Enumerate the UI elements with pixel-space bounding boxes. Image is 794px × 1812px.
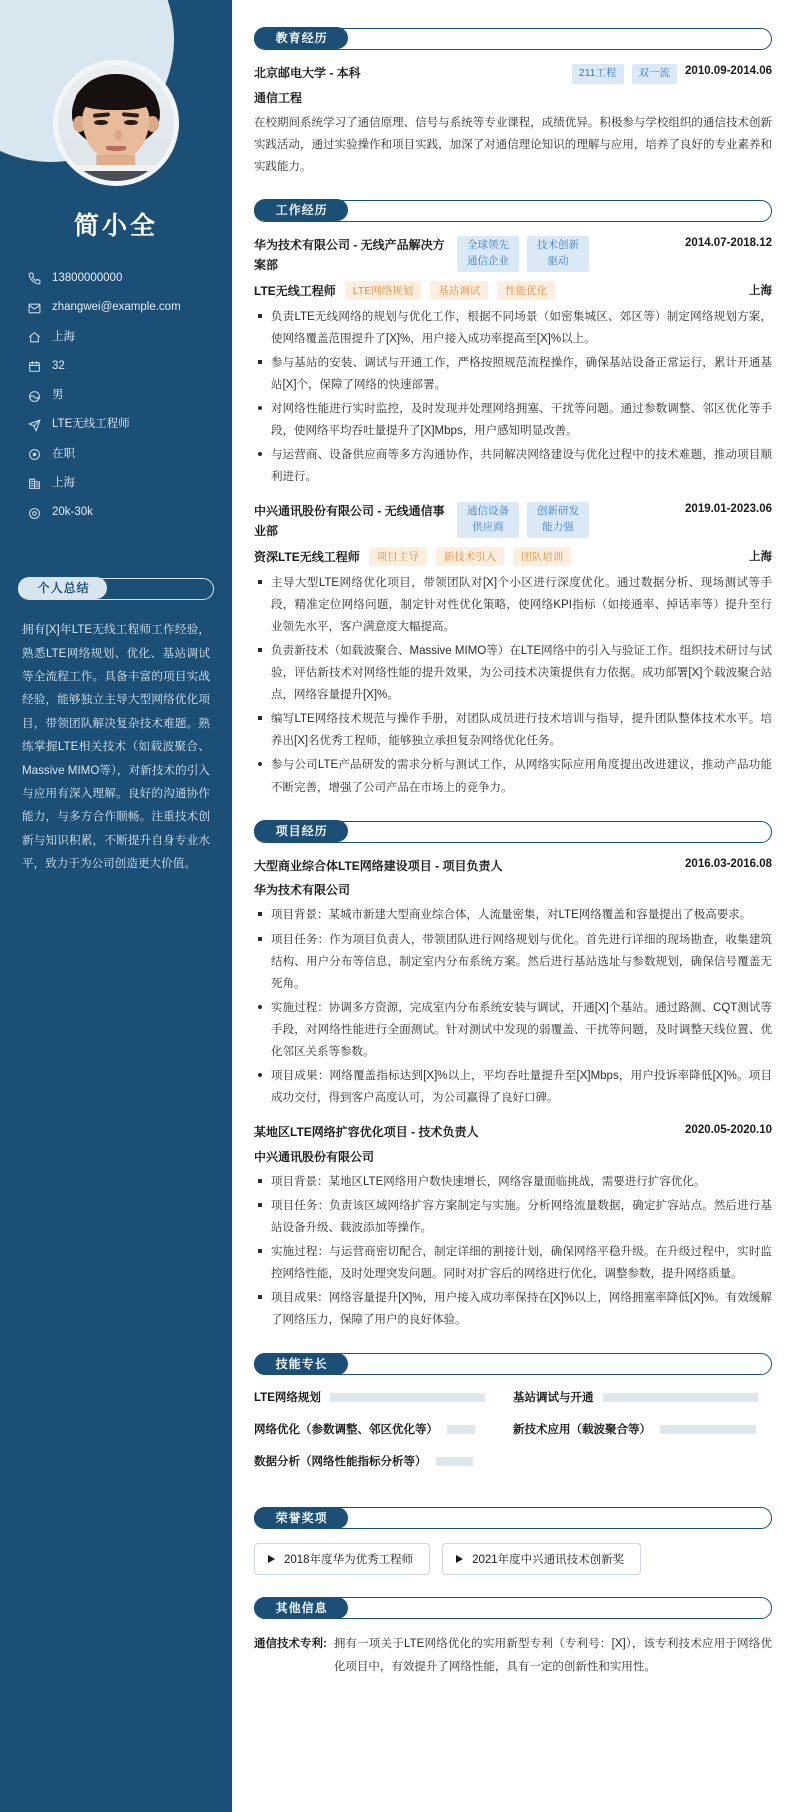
role-tag: 项目主导 <box>369 547 427 566</box>
school-tag: 双一流 <box>632 64 678 84</box>
contact-item-position <box>26 418 232 432</box>
skills-heading <box>254 1353 772 1375</box>
other-heading <box>254 1597 772 1619</box>
project-date: 2016.03-2016.08 <box>685 857 772 870</box>
school-tag: 211工程 <box>572 64 624 84</box>
city-icon <box>26 477 43 490</box>
work-city: 上海 <box>749 551 772 564</box>
skill-name: LTE网络规划 <box>254 1392 321 1405</box>
work-bullets <box>254 306 772 489</box>
gender-icon <box>26 390 43 403</box>
skill-level-bar <box>447 1425 475 1434</box>
contact-value: LTE无线工程师 <box>52 418 130 431</box>
skill-item <box>254 1453 513 1469</box>
section-other <box>254 1597 772 1677</box>
award-item <box>254 1543 430 1575</box>
education-heading-label: 教育经历 <box>254 27 348 49</box>
role-tag: 基站调试 <box>430 281 488 300</box>
skill-name: 网络优化（参数调整、邻区优化等） <box>254 1424 438 1437</box>
section-awards <box>254 1507 772 1575</box>
contact-item-email <box>26 301 232 315</box>
skill-item <box>513 1421 772 1437</box>
contact-value: 13800000000 <box>52 272 123 284</box>
email-icon <box>26 302 43 315</box>
company-tag: 创新研发能力强 <box>527 502 589 538</box>
contact-item-age <box>26 360 232 374</box>
education-entry <box>254 64 772 178</box>
project-bullet: 项目成果：网络覆盖指标达到[X]%以上，平均吞吐量提升至[X]Mbps，用户投诉率降低[X]%。项目成功交付，得到客户高度认可，为公司赢得了良好口碑。 <box>254 1065 772 1109</box>
candidate-name: 简小全 <box>73 212 158 240</box>
company-name: 华为技术有限公司 - 无线产品解决方案部 <box>254 238 445 272</box>
work-role-row <box>254 547 772 566</box>
education-description: 在校期间系统学习了通信原理、信号与系统等专业课程，成绩优异。积极参与学校组织的通信技术创新实践活动，通过实验操作和项目实践，加深了对通信理论知识的理解与应用，培养了良好的专业素养和实践能力。 <box>254 116 772 173</box>
contact-value: 在职 <box>52 447 75 460</box>
project-entry <box>254 1123 772 1331</box>
role-tag: LTE网络规划 <box>345 281 421 300</box>
school-name: 北京邮电大学 - 本科 <box>254 66 361 80</box>
project-bullet: 项目背景：某地区LTE网络用户数快速增长，网络容量面临挑战，需要进行扩容优化。 <box>254 1171 772 1193</box>
projects-heading <box>254 821 772 843</box>
other-heading-label: 其他信息 <box>254 1597 348 1619</box>
contact-value: 32 <box>52 359 65 372</box>
project-entry <box>254 857 772 1110</box>
award-item <box>442 1543 641 1575</box>
education-entry-header <box>254 64 772 84</box>
work-bullet: 参与公司LTE产品研发的需求分析与测试工作，从网络实际应用角度提出改进建议，推动产品功能不断完善，增强了公司产品在市场上的竞争力。 <box>254 754 772 798</box>
calendar-icon <box>26 360 43 373</box>
work-bullet: 主导大型LTE网络优化项目，带领团队对[X]个小区进行深度优化。通过数据分析、现场测试等手段，精准定位网络问题，制定针对性优化策略，使网络KPI指标（如接通率、掉话率等）提升至行业领先水平，客户满意度大幅提高。 <box>254 572 772 638</box>
main-content <box>232 0 794 1812</box>
work-bullets <box>254 572 772 799</box>
avatar <box>53 60 179 186</box>
work-entry-header <box>254 236 772 276</box>
project-bullet: 项目任务：作为项目负责人，带领团队进行网络规划与优化。首先进行详细的现场勘查，收集建筑结构、用户分布等信息，制定室内分布系统方案。然后进行基站选址与参数规划，确保信号覆盖无死角。 <box>254 929 772 995</box>
home-icon <box>26 331 43 344</box>
award-label: 2021年度中兴通讯技术创新奖 <box>472 1554 625 1567</box>
company-tag: 全球领先通信企业 <box>457 236 519 272</box>
summary-heading-label: 个人总结 <box>18 577 107 599</box>
project-date: 2020.05-2020.10 <box>685 1124 772 1137</box>
skill-level-bar <box>660 1425 756 1434</box>
work-entry-header <box>254 502 772 542</box>
salary-icon <box>26 507 43 520</box>
project-company: 华为技术有限公司 <box>254 883 351 898</box>
project-bullet: 实施过程：与运营商密切配合，制定详细的割接计划，确保网络平稳升级。在升级过程中，实时监控网络性能，及时处理突发问题。同时对扩容后的网络进行优化，调整参数，提升网络质量。 <box>254 1241 772 1285</box>
project-company: 中兴通讯股份有限公司 <box>254 1149 375 1164</box>
role-tag: 团队培训 <box>513 547 571 566</box>
skill-item <box>513 1389 772 1405</box>
sidebar <box>0 0 232 1812</box>
work-bullet: 参与基站的安装、调试与开通工作，严格按照规范流程操作，确保基站设备正常运行，累计开通基站[X]个，保障了网络的快速部署。 <box>254 352 772 396</box>
contact-list <box>26 272 232 520</box>
project-title: 某地区LTE网络扩容优化项目 - 技术负责人 <box>254 1125 479 1140</box>
work-heading-label: 工作经历 <box>254 199 348 221</box>
other-item <box>254 1633 772 1677</box>
project-entry-header <box>254 1123 772 1143</box>
project-bullets <box>254 1171 772 1332</box>
award-label: 2018年度华为优秀工程师 <box>284 1554 414 1567</box>
status-icon <box>26 448 43 461</box>
work-heading <box>254 200 772 222</box>
personal-summary-text: 拥有[X]年LTE无线工程师工作经验，熟悉LTE网络规划、优化、基站调试等全流程工作。具备丰富的项目实战经验，能够独立主导大型网络优化项目，带领团队解决复杂技术难题。熟练掌握LTE相关技术（如载波聚合、Massive MIMO等），对新技术的引入与应用有深入理解。良好的沟通协作能力，与多方合作顺畅。注重技术创新与知识积累，不断提升自身专业水平，致力于为公司创造更大价值。 <box>22 623 210 871</box>
role-tag: 性能优化 <box>497 281 555 300</box>
project-bullet: 实施过程：协调多方资源，完成室内分布系统安装与调试，开通[X]个基站。通过路测、CQT测试等手段，对网络性能进行全面测试。针对测试中发现的弱覆盖、干扰等问题，及时调整天线位置、优化邻区关系等参数。 <box>254 997 772 1063</box>
contact-value: 男 <box>52 389 64 402</box>
contact-value: 上海 <box>52 477 75 490</box>
work-role-row <box>254 281 772 300</box>
skills-grid <box>254 1389 772 1485</box>
contact-item-city <box>26 477 232 491</box>
job-title: LTE无线工程师 <box>254 283 336 298</box>
avatar-photo <box>58 65 174 181</box>
company-tag: 技术创新驱动 <box>527 236 589 272</box>
project-bullets <box>254 904 772 1109</box>
skill-item <box>254 1421 513 1437</box>
major-name: 通信工程 <box>254 90 303 105</box>
work-city: 上海 <box>749 285 772 298</box>
position-icon <box>26 419 43 432</box>
phone-icon <box>26 272 43 285</box>
skill-item <box>254 1389 513 1405</box>
skill-name: 基站调试与开通 <box>513 1392 594 1405</box>
work-bullet: 负责LTE无线网络的规划与优化工作，根据不同场景（如密集城区、郊区等）制定网络规划方案，使网络覆盖范围提升了[X]%，用户接入成功率提高至[X]%以上。 <box>254 306 772 350</box>
skill-name: 数据分析（网络性能指标分析等） <box>254 1456 427 1469</box>
project-bullet: 项目成果：网络容量提升[X]%，用户接入成功率保持在[X]%以上，网络拥塞率降低[X]%。有效缓解了网络压力，保障了用户的良好体验。 <box>254 1287 772 1331</box>
work-date: 2014.07-2018.12 <box>685 237 772 250</box>
company-tag: 通信设备供应商 <box>457 502 519 538</box>
project-bullet: 项目背景：某城市新建大型商业综合体，人流量密集，对LTE网络覆盖和容量提出了极高要求。 <box>254 904 772 926</box>
work-entry <box>254 236 772 488</box>
summary-heading <box>18 578 214 600</box>
contact-item-salary <box>26 506 232 520</box>
awards-heading-label: 荣誉奖项 <box>254 1507 348 1529</box>
contact-item-gender <box>26 389 232 403</box>
other-item-text: 拥有一项关于LTE网络优化的实用新型专利（专利号：[X]），该专利技术应用于网络优化项目中，有效提升了网络性能，具有一定的创新性和实用性。 <box>333 1638 772 1673</box>
skill-level-bar <box>603 1393 758 1402</box>
work-bullet: 对网络性能进行实时监控，及时发现并处理网络拥塞、干扰等问题。通过参数调整、邻区优化等手段，使网络平均吞吐量提升了[X]Mbps，用户感知明显改善。 <box>254 398 772 442</box>
skill-level-bar <box>330 1393 485 1402</box>
work-bullet: 与运营商、设备供应商等多方沟通协作，共同解决网络建设与优化过程中的技术难题，推动项目顺利进行。 <box>254 444 772 488</box>
section-projects <box>254 821 772 1332</box>
awards-list <box>254 1543 772 1575</box>
work-bullet: 编写LTE网络技术规范与操作手册，对团队成员进行技术培训与指导，提升团队整体技术水平。培养出[X]名优秀工程师，能够独立承担复杂网络优化任务。 <box>254 708 772 752</box>
contact-value: 20k-30k <box>52 506 93 519</box>
role-tag: 新技术引入 <box>436 547 505 566</box>
projects-heading-label: 项目经历 <box>254 820 348 842</box>
company-name: 中兴通讯股份有限公司 - 无线通信事业部 <box>254 504 445 539</box>
education-date: 2010.09-2014.06 <box>685 65 772 77</box>
education-heading <box>254 28 772 50</box>
skill-name: 新技术应用（载波聚合等） <box>513 1424 651 1437</box>
skill-level-bar <box>436 1457 473 1466</box>
section-skills <box>254 1353 772 1485</box>
section-education <box>254 28 772 178</box>
work-date: 2019.01-2023.06 <box>685 503 772 516</box>
other-item-label: 通信技术专利: <box>254 1638 327 1651</box>
contact-item-phone <box>26 272 232 286</box>
play-triangle-icon <box>268 1555 275 1563</box>
project-entry-header <box>254 857 772 877</box>
work-entry <box>254 502 772 798</box>
contact-value: 上海 <box>52 330 75 343</box>
contact-item-status <box>26 448 232 462</box>
project-title: 大型商业综合体LTE网络建设项目 - 项目负责人 <box>254 858 503 873</box>
section-work <box>254 200 772 799</box>
awards-heading <box>254 1507 772 1529</box>
project-bullet: 项目任务：负责该区域网络扩容方案制定与实施。分析网络流量数据，确定扩容站点。然后进行基站设备升级、载波添加等操作。 <box>254 1195 772 1239</box>
contact-item-home <box>26 331 232 345</box>
contact-value: zhangwei@example.com <box>52 301 181 314</box>
play-triangle-icon <box>456 1555 463 1563</box>
job-title: 资深LTE无线工程师 <box>254 549 360 564</box>
skills-heading-label: 技能专长 <box>254 1353 348 1375</box>
work-bullet: 负责新技术（如载波聚合、Massive MIMO等）在LTE网络中的引入与验证工作。组织技术研讨与试验，评估新技术对网络性能的提升效果，为公司技术决策提供有力依据。成功部署[X]个载波聚合站点，网络容量提升[X]%。 <box>254 640 772 706</box>
